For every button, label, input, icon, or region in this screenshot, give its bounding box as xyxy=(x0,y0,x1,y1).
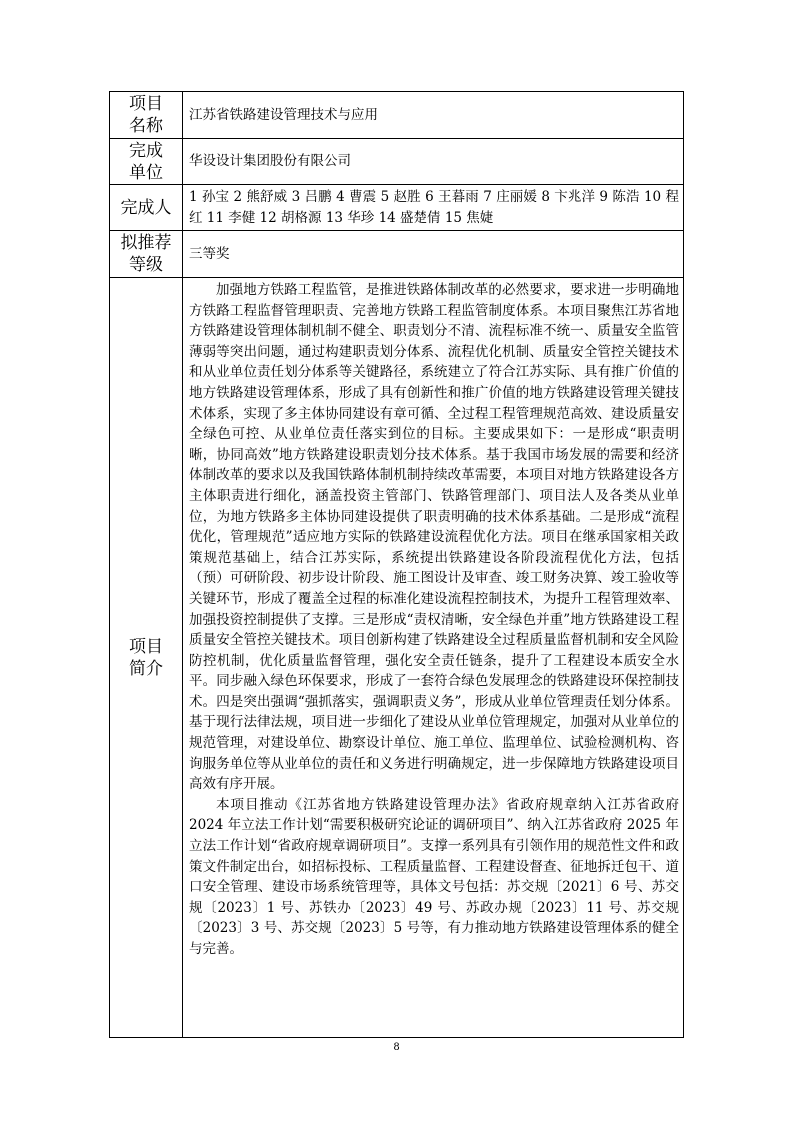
label-completion-unit: 完成单位 xyxy=(110,139,183,185)
value-project-intro xyxy=(183,278,684,1038)
row-recommended-level xyxy=(110,231,684,278)
row-project-name xyxy=(110,92,684,139)
intro-paragraph-2: 本项目推动《江苏省地方铁路建设管理办法》省政府规章纳入江苏省政府 2024 年立法工作计划“需要积极研究论证的调研项目”、纳入江苏省政府 2025 年立法工作计划“省政府规章调研项目”。支撑一系列具有引领作用的规范性文件和政策文件制定出台，如招标投标、工程质量监督、工程建设督查、征地拆迁包干、道口安全管理、建设市场系统管理等，具体文号包括：苏交规〔2021〕6 号、苏交规〔2023〕1 号、苏铁办〔2023〕49 号、苏政办规〔2023〕11 号、苏交规〔2023〕3 号、苏交规〔2023〕5 号等，有力推动地方铁路建设管理体系的健全与完善。 xyxy=(189,796,679,957)
value-project-name: 江苏省铁路建设管理技术与应用 xyxy=(183,92,684,139)
row-project-intro xyxy=(110,278,684,1038)
label-recommended-level: 拟推荐等级 xyxy=(110,231,183,278)
intro-paragraph-1: 加强地方铁路工程监管，是推进铁路体制改革的必然要求，要求进一步明确地方铁路工程监督管理职责、完善地方铁路工程监管制度体系。本项目聚焦江苏省地方铁路建设管理体制机制不健全、职责划分不清、流程标准不统一、质量安全监管薄弱等突出问题，通过构建职责划分体系、流程优化机制、质量安全管控关键技术和从业单位责任划分体系等关键路径，系统建立了符合江苏实际、具有推广价值的地方铁路建设管理体系，形成了具有创新性和推广价值的地方铁路建设管理关键技术体系，实现了多主体协同建设有章可循、全过程工程管理规范高效、建设质量安全绿色可控、从业单位责任落实到位的目标。主要成果如下：一是形成“职责明晰，协同高效”地方铁路建设职责划分技术体系。基于我国市场发展的需要和经济体制改革的要求以及我国铁路体制机制持续改革需要，本项目对地方铁路建设各方主体职责进行细化，涵盖投资主管部门、铁路管理部门、项目法人及各类从业单位，为地方铁路多主体协同建设提供了职责明确的技术体系基础。二是形成“流程优化，管理规范”适应地方实际的铁路建设流程优化方法。项目在继承国家相关政策规范基础上，结合江苏实际，系统提出铁路建设各阶段流程优化方法，包括（预）可研阶段、初步设计阶段、施工图设计及审查、竣工财务决算、竣工验收等关键环节，形成了覆盖全过程的标准化建设流程控制技术，为提升工程管理效率、加强投资控制提供了支撑。三是形成“责权清晰，安全绿色并重”地方铁路建设工程质量安全管控关键技术。项目创新构建了铁路建设全过程质量监督机制和安全风险防控机制，优化质量监督管理，强化安全责任链条，提升了工程建设本质安全水平。同步融入绿色环保要求，形成了一套符合绿色发展理念的铁路建设环保控制技术。四是突出强调“强抓落实，强调职责义务”，形成从业单位管理责任划分体系。基于现行法律法规，项目进一步细化了建设从业单位管理规定，加强对从业单位的规范管理，对建设单位、勘察设计单位、施工单位、监理单位、试验检测机构、咨询服务单位等从业单位的责任和义务进行明确规定，进一步保障地方铁路建设项目高效有序开展。 xyxy=(189,282,679,793)
page-number: 8 xyxy=(393,1042,400,1053)
value-completers: 1 孙宝 2 熊舒威 3 吕鹏 4 曹震 5 赵胜 6 王暮雨 7 庄丽媛 8 卞兆洋 9 陈浩 10 程红 11 李健 12 胡格源 13 华珍 14 盛楚倩 15 焦婕 xyxy=(183,185,684,231)
label-completers: 完成人 xyxy=(110,185,183,231)
row-completion-unit xyxy=(110,139,684,185)
label-project-intro: 项目简介 xyxy=(110,278,183,1038)
project-info-table xyxy=(109,91,684,1038)
value-completion-unit: 华设设计集团股份有限公司 xyxy=(183,139,684,185)
label-project-name: 项目名称 xyxy=(110,92,183,139)
row-completers xyxy=(110,185,684,231)
value-recommended-level: 三等奖 xyxy=(183,231,684,278)
